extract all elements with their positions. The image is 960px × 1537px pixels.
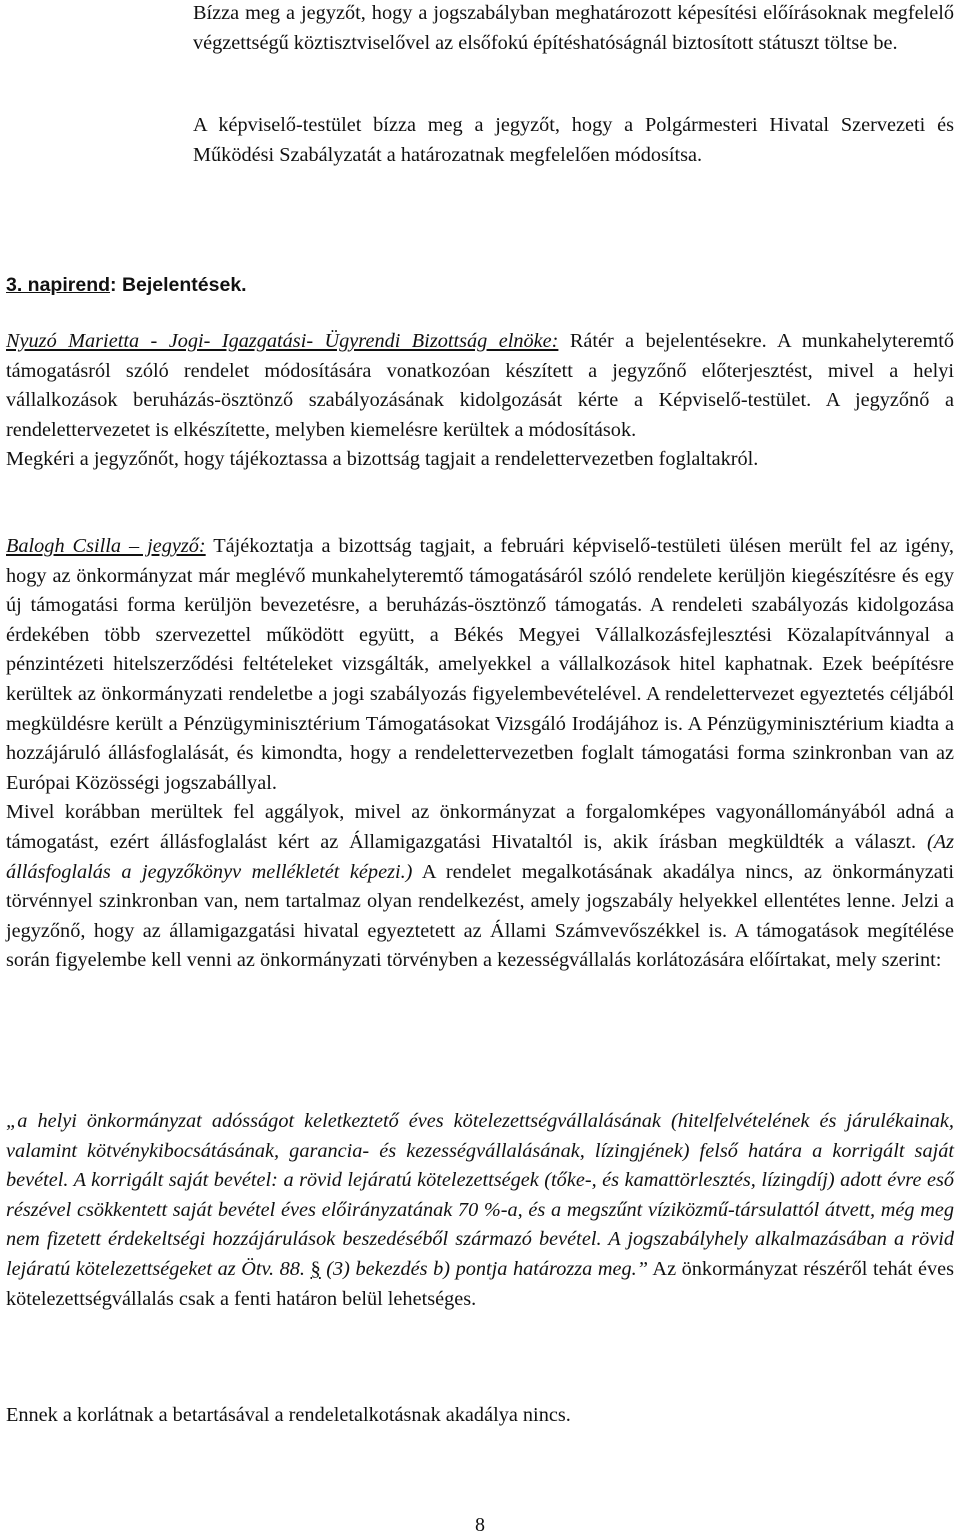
section-sign: § xyxy=(310,1257,321,1280)
paragraph-text: A rendelet megalkotásának akadálya nincs, az önkormányzati törvénnyel szinkronban van, nem tartalmaz olyan rendelkezést, amely jogszabály helyekkel ellentétes lenne. Jelzi a jegyzőnő, hogy az államigazgatási hivatal egyeztetett az Állami Számvevőszékkel is. A támogatások megítélése során figyelembe kell venni az önkormányzati törvényben a kezességvállalás korlátozására előírtakat, mely szerint: xyxy=(6,860,954,972)
page-number: 8 xyxy=(475,1514,485,1536)
paragraph-text: Rátér a bejelentésekre. A munkahelyteremtő támogatásról szóló rendelet módosítására vonatkozóan készített a jegyzőnő előterjesztést, mivel a helyi vállalkozások beruházás-ösztönző szabályozásának kidolgozását kérte a Képviselő-testület. A jegyzőnő a rendelettervezetet is elkészítette, melyben kiemelésre kerültek a módosítások. xyxy=(6,330,954,441)
agenda-number: 3. napirend xyxy=(6,274,111,296)
paragraph-resolution-1 xyxy=(193,0,954,58)
speaker-balogh: Balogh Csilla – jegyző: xyxy=(6,535,206,557)
speaker-nyuzo: Nyuzó Marietta - Jogi- Igazgatási- Ügyrendi Bizottság elnöke: xyxy=(6,330,559,352)
paragraph-balogh xyxy=(6,532,954,976)
paragraph-text: Ennek a korlátnak a betartásával a rendeletalkotásnak akadálya nincs. xyxy=(6,1404,571,1426)
paragraph-closing xyxy=(6,1401,954,1431)
paragraph-quote xyxy=(6,1107,954,1314)
paragraph-text: A képviselő-testület bízza meg a jegyzőt, hogy a Polgármesteri Hivatal Szervezeti és Működési Szabályzatát a határozatnak megfelelően módosítsa. xyxy=(193,114,954,166)
quote-text: „a helyi önkormányzat adósságot keletkeztető éves kötelezettségvállalásának (hitelfelvételének és járulékainak, valamint kötvénykibocsátásának, garancia- és kezességvállalásának, lízingjének) felső határa a korrigált saját bevétel. A korrigált saját bevétel: a rövid lejáratú kötelezettségek (tőke-, és kamattörlesztés, lízingdíj) adott évre eső részével csökkentett saját bevétel éves előirányzatának 70 %-a, és a megszűnt víziközmű-társulattól átvett, még meg nem fizetett érdekeltségi hozzájárulások beszedéséből származó bevétel. A jogszabályhely alkalmazásában a rövid lejáratú kötelezettségeket az Ötv. 88. xyxy=(6,1110,954,1280)
paragraph-text: Bízza meg a jegyzőt, hogy a jogszabályban meghatározott képesítési előírásoknak megfelelő végzettségű köztisztviselővel az elsőfokú építéshatóságnál biztosított státuszt töltse be. xyxy=(193,2,954,54)
paragraph-text: Tájékoztatja a bizottság tagjait, a februári képviselő-testületi ülésen merült fel az igény, hogy az önkormányzat már meglévő munkahelyteremtő támogatásáról szóló rendelete kerüljön kiegészítésre és egy új támogatási forma kerüljön bevezetésre, a beruházás-ösztönző támogatás. A rendeleti szabályozás kidolgozása érdekében több szervezettel működött együtt, a Békés Megyei Vállalkozásfejlesztési Közalapítvánnyal a pénzintézeti hitelszerződési feltételeket vizsgálták, amelyekkel a vállalkozások hitel kaphatnak. Ezek beépítésre kerültek az önkormányzati rendeletbe a jogi szabályozás figyelembevételével. A rendelettervezet egyeztetés céljából megküldésre került a Pénzügyminisztérium Támogatásokat Vizsgáló Irodájához is. A Pénzügyminisztérium kiadta a hozzájáruló állásfoglalását, és kimondta, hogy a rendelettervezetben foglalt támogatási forma szinkronban van az Európai Közösségi jogszabállyal. xyxy=(6,535,954,794)
paragraph-resolution-2 xyxy=(193,111,954,170)
agenda-title: : Bejelentések. xyxy=(110,274,247,296)
paragraph-text: Mivel korábban merültek fel aggályok, mivel az önkormányzat a forgalomképes vagyonállományából adná a támogatást, ezért állásfoglalást kért az Államigazgatási Hivataltól is, akik írásban megküldték a választ. xyxy=(6,801,954,853)
agenda-heading xyxy=(6,272,247,298)
paragraph-italic-note: (Az állásfoglalás a jegyzőkönyv mellékletét képezi.) xyxy=(6,830,954,883)
paragraph-text: Az önkormányzat részéről tehát éves kötelezettségvállalás csak a fenti határon belül lehetséges. xyxy=(6,1257,955,1310)
paragraph-text: Megkéri a jegyzőnőt, hogy tájékoztassa a bizottság tagjait a rendelettervezetben foglaltakról. xyxy=(6,448,759,471)
paragraph-nyuzo xyxy=(6,327,954,475)
quote-text: (3) bekezdés b) pontja határozza meg.” xyxy=(320,1257,648,1280)
